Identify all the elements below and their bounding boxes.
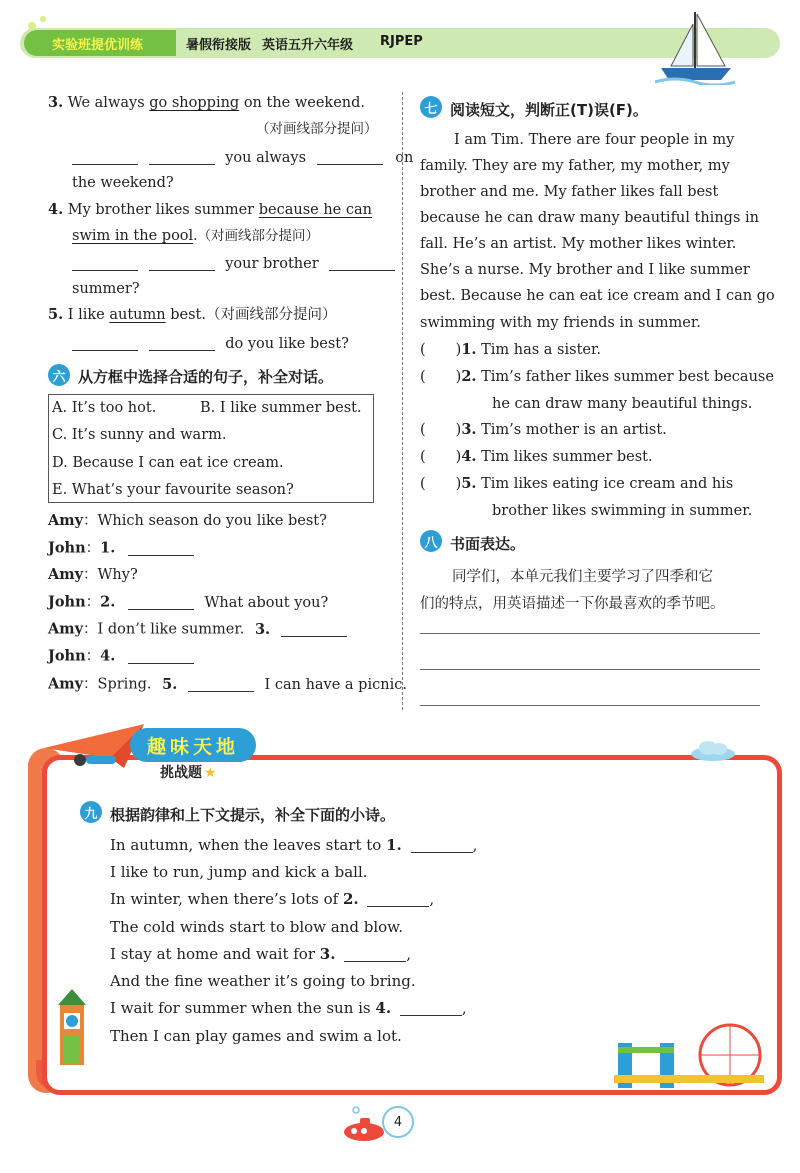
answer-blank[interactable] — [149, 256, 215, 271]
answer-blank[interactable] — [344, 947, 406, 962]
q3-note: （对画线部分提问） — [256, 121, 378, 137]
q4-answer-line2: summer? — [72, 281, 140, 297]
writing-line[interactable] — [420, 705, 760, 706]
section-7-badge: 七 — [420, 96, 442, 118]
section-8-badge: 八 — [420, 530, 442, 552]
answer-blank[interactable] — [128, 541, 194, 556]
header-code: RJPEP — [380, 34, 423, 49]
answer-blank[interactable] — [149, 336, 215, 351]
column-divider — [402, 92, 403, 710]
tf-item-5: ( )5. Tim likes eating ice cream and his — [420, 475, 734, 492]
header-dot-decoration — [40, 16, 46, 22]
answer-blank[interactable] — [128, 649, 194, 664]
clock-tower-icon — [52, 985, 92, 1065]
tf-item-2: ( )2. Tim’s father likes summer best because — [420, 368, 774, 385]
poem-line-6: And the fine weather it’s going to bring. — [110, 972, 416, 990]
dialogue-line-4: John：2. What about you? — [48, 593, 329, 611]
dialogue-line-3: Amy：Why? — [48, 566, 138, 583]
q5-answer-line: do you like best? — [72, 336, 349, 351]
tower-bridge-icon — [612, 1015, 772, 1090]
header-dot-decoration — [28, 22, 36, 30]
writing-line[interactable] — [420, 633, 760, 634]
q4-answer-line: your brother — [72, 256, 395, 271]
passage-line: swimming with my friends in summer. — [420, 315, 701, 331]
header-brand: 实验班提优训练 — [52, 38, 144, 53]
tf-item-3: ( )3. Tim’s mother is an artist. — [420, 421, 667, 438]
answer-blank[interactable] — [367, 892, 429, 907]
answer-blank[interactable] — [317, 150, 383, 165]
poem-line-4: The cold winds start to blow and blow. — [110, 918, 404, 936]
passage-line: because he can draw many beautiful things in — [420, 210, 759, 226]
tf-item-2-cont: he can draw many beautiful things. — [492, 396, 753, 412]
fun-section-tag: 趣味天地 — [130, 728, 256, 762]
section-8-title: 书面表达。 — [450, 535, 526, 553]
answer-blank[interactable] — [400, 1001, 462, 1016]
q4-line: 4. My brother likes summer because he can — [48, 201, 372, 218]
poem-line-2: I like to run, jump and kick a ball. — [110, 863, 368, 881]
dialogue-line-7: Amy：Spring. 5. I can have a picnic. — [48, 675, 407, 693]
section-9-title: 根据韵律和上下文提示，补全下面的小诗。 — [110, 806, 396, 824]
answer-blank[interactable] — [188, 677, 254, 692]
header-edition: 暑假衔接版 — [186, 38, 252, 53]
option-a: A. It’s too hot. — [52, 400, 157, 416]
option-c: C. It’s sunny and warm. — [52, 427, 227, 443]
dialogue-line-2: John：1. — [48, 541, 194, 556]
section-7-title: 阅读短文，判断正(T)误(F)。 — [450, 101, 648, 119]
dialogue-line-5: Amy：I don’t like summer. 3. — [48, 622, 347, 637]
option-d: D. Because I can eat ice cream. — [52, 455, 284, 471]
submarine-icon — [342, 1104, 386, 1144]
answer-blank[interactable] — [128, 595, 194, 610]
passage-line: fall. He’s an artist. My mother likes winter. — [420, 236, 737, 252]
answer-blank[interactable] — [281, 622, 347, 637]
tf-item-1: ( )1. Tim has a sister. — [420, 341, 601, 358]
poem-line-1: In autumn, when the leaves start to 1. , — [110, 836, 478, 854]
section-8-prompt-2: 们的特点，用英语描述一下你最喜欢的季节吧。 — [420, 596, 725, 612]
poem-line-8: Then I can play games and swim a lot. — [110, 1027, 402, 1045]
cloud-icon — [688, 738, 738, 762]
dialogue-line-1: Amy：Which season do you like best? — [48, 512, 327, 529]
writing-line[interactable] — [420, 669, 760, 670]
tf-item-4: ( )4. Tim likes summer best. — [420, 448, 653, 465]
answer-blank[interactable] — [149, 150, 215, 165]
q4-line2: swim in the pool.（对画线部分提问） — [72, 228, 319, 244]
poem-line-3: In winter, when there’s lots of 2. , — [110, 890, 435, 908]
answer-blank[interactable] — [411, 838, 473, 853]
option-e: E. What’s your favourite season? — [52, 482, 294, 498]
passage-line: She’s a nurse. My brother and I like summer — [420, 262, 750, 278]
q3-answer-line2: the weekend? — [72, 175, 174, 191]
q3-answer-line: you always on — [72, 150, 413, 165]
section-8-prompt-1: 同学们，本单元我们主要学习了四季和它 — [452, 569, 713, 585]
poem-line-5: I stay at home and wait for 3. , — [110, 945, 412, 963]
passage-line: I am Tim. There are four people in my — [454, 132, 735, 148]
q5-line: 5. I like autumn best.（对画线部分提问） — [48, 306, 337, 323]
passage-line: best. Because he can eat ice cream and I can go — [420, 288, 775, 304]
sailboat-icon — [655, 10, 735, 85]
passage-line: family. They are my father, my mother, my — [420, 158, 730, 174]
q3-line: 3. We always go shopping on the weekend. — [48, 94, 366, 111]
answer-blank[interactable] — [72, 150, 138, 165]
section-9-badge: 九 — [80, 801, 102, 823]
challenge-subtitle: 挑战题 ★ — [160, 765, 217, 781]
star-icon: ★ — [204, 765, 217, 781]
option-b: B. I like summer best. — [200, 400, 362, 416]
page-number: 4 — [382, 1106, 414, 1138]
section-6-title: 从方框中选择合适的句子，补全对话。 — [78, 368, 334, 386]
section-6-badge: 六 — [48, 364, 70, 386]
dialogue-line-6: John：4. — [48, 649, 194, 664]
answer-blank[interactable] — [329, 256, 395, 271]
tf-item-5-cont: brother likes swimming in summer. — [492, 503, 753, 519]
answer-blank[interactable] — [72, 336, 138, 351]
header-subject: 英语五升六年级 — [262, 38, 354, 53]
answer-blank[interactable] — [72, 256, 138, 271]
poem-line-7: I wait for summer when the sun is 4. , — [110, 999, 467, 1017]
passage-line: brother and me. My father likes fall best — [420, 184, 719, 200]
